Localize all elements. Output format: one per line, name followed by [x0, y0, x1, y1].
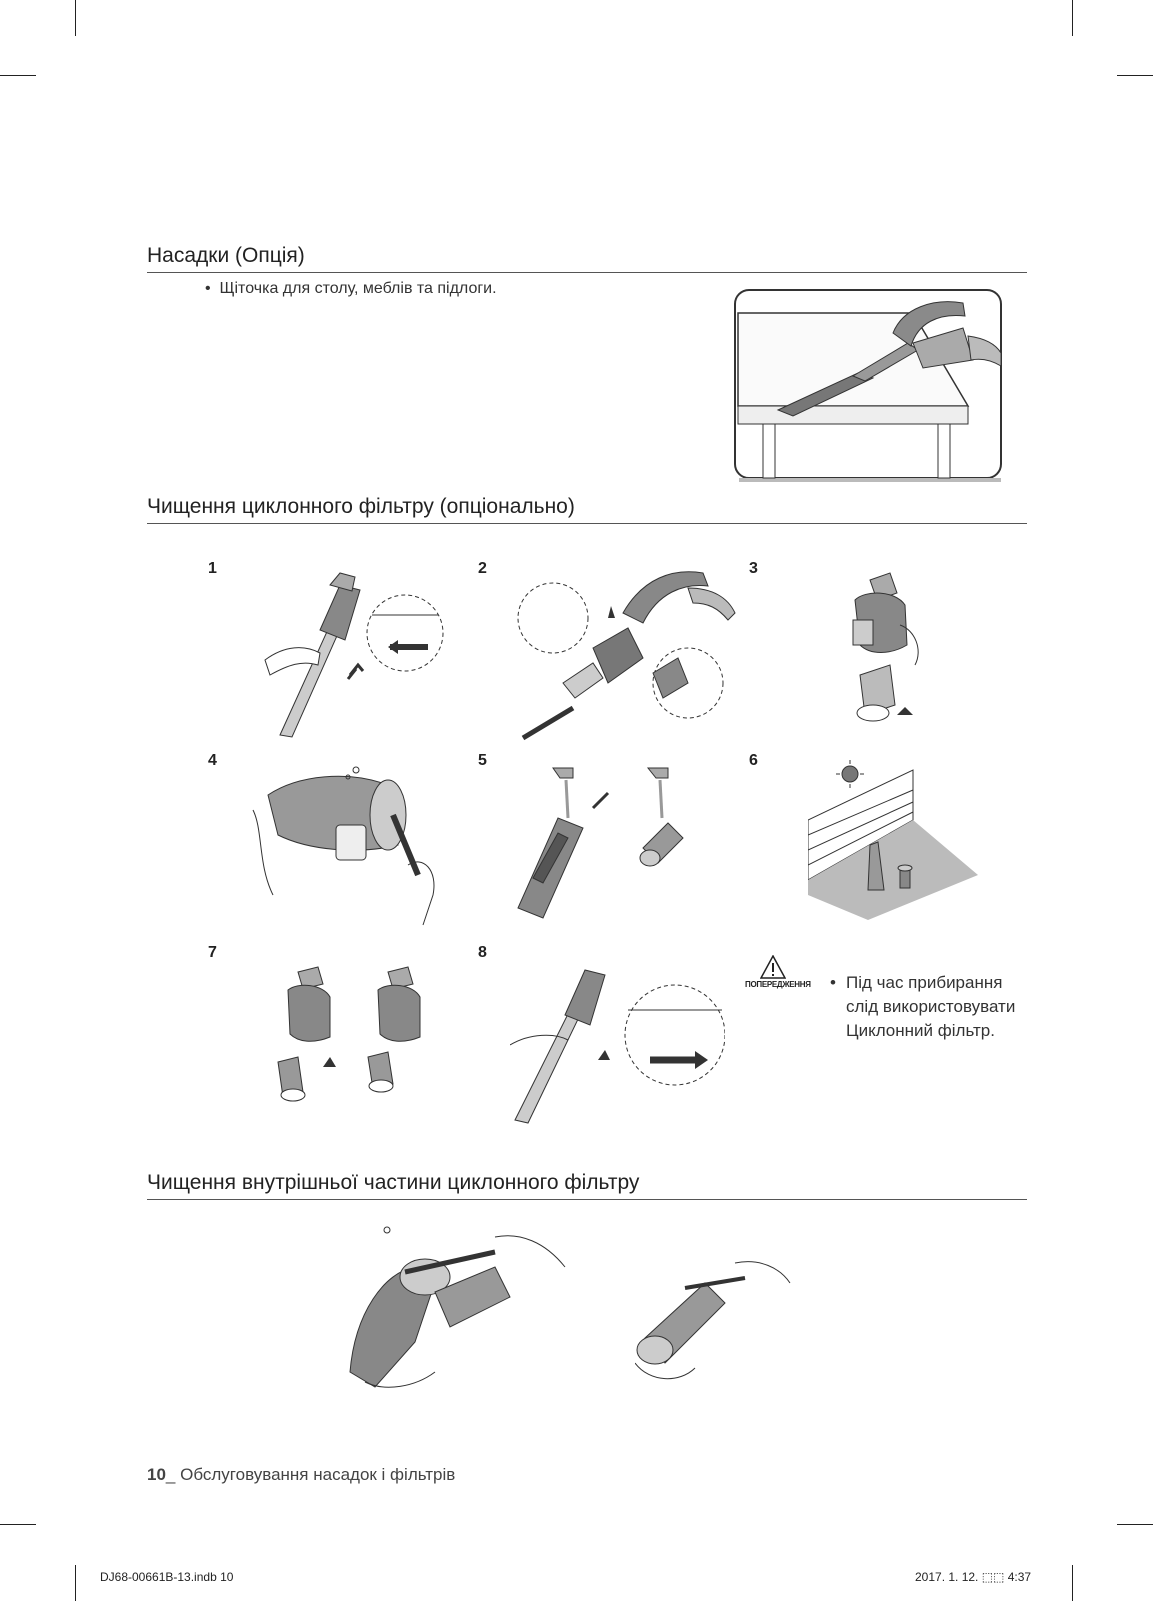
bullet-dot-icon: •: [205, 280, 211, 297]
page-footer: [147, 1465, 455, 1485]
warning-triangle-icon: [760, 955, 786, 979]
step-3-illustration: [835, 565, 935, 730]
step-2-illustration: [513, 558, 738, 746]
slug-file: DJ68-00661B-13.indb 10: [100, 1570, 234, 1584]
warning-label: ПОПЕРЕДЖЕННЯ: [745, 980, 811, 989]
bullet-dot-icon: •: [830, 973, 836, 992]
step-number: 4: [208, 752, 217, 769]
step-6-illustration: [808, 760, 978, 920]
inner-cleaning-illustration-1: [345, 1222, 570, 1392]
step-number: 1: [208, 560, 217, 577]
step-5-illustration: [508, 758, 733, 933]
step-7-illustration: [268, 962, 438, 1107]
page-number: 10: [147, 1465, 166, 1484]
crop-mark: [1117, 75, 1153, 76]
section-title-cyclone-cleaning: Чищення циклонного фільтру (опціонально): [147, 494, 1027, 524]
step-number: 3: [749, 560, 758, 577]
crop-mark: [1117, 1524, 1153, 1525]
crop-mark: [75, 0, 76, 36]
crop-mark: [1072, 1565, 1073, 1601]
step-number: 5: [478, 752, 487, 769]
bullet-list-item: [205, 280, 497, 298]
crop-mark: [1072, 0, 1073, 36]
step-number: 2: [478, 560, 487, 577]
slug-date: 2017. 1. 12. ⬚⬚ 4:37: [915, 1570, 1032, 1584]
crop-mark: [0, 75, 36, 76]
step-number: 8: [478, 944, 487, 961]
page-footer-label: _ Обслуговування насадок і фільтрів: [165, 1465, 456, 1484]
brush-on-table-illustration: [733, 288, 1005, 483]
crop-mark: [0, 1524, 36, 1525]
bullet-text: Щіточка для столу, меблів та підлоги.: [219, 280, 497, 297]
step-1-illustration: [260, 565, 445, 740]
step-number: 7: [208, 944, 217, 961]
crop-mark: [75, 1565, 76, 1601]
step-8-illustration: [510, 955, 725, 1125]
section-title-attachments: Насадки (Опція): [147, 243, 1027, 273]
step-number: 6: [749, 752, 758, 769]
section-title-inner-cleaning: Чищення внутрішньої частини циклонного фільтру: [147, 1170, 1027, 1200]
inner-cleaning-illustration-2: [635, 1258, 795, 1388]
step-4-illustration: [248, 755, 448, 930]
warning-text: • Під час прибирання слід використовувати Циклонний фільтр.: [830, 973, 1016, 1040]
